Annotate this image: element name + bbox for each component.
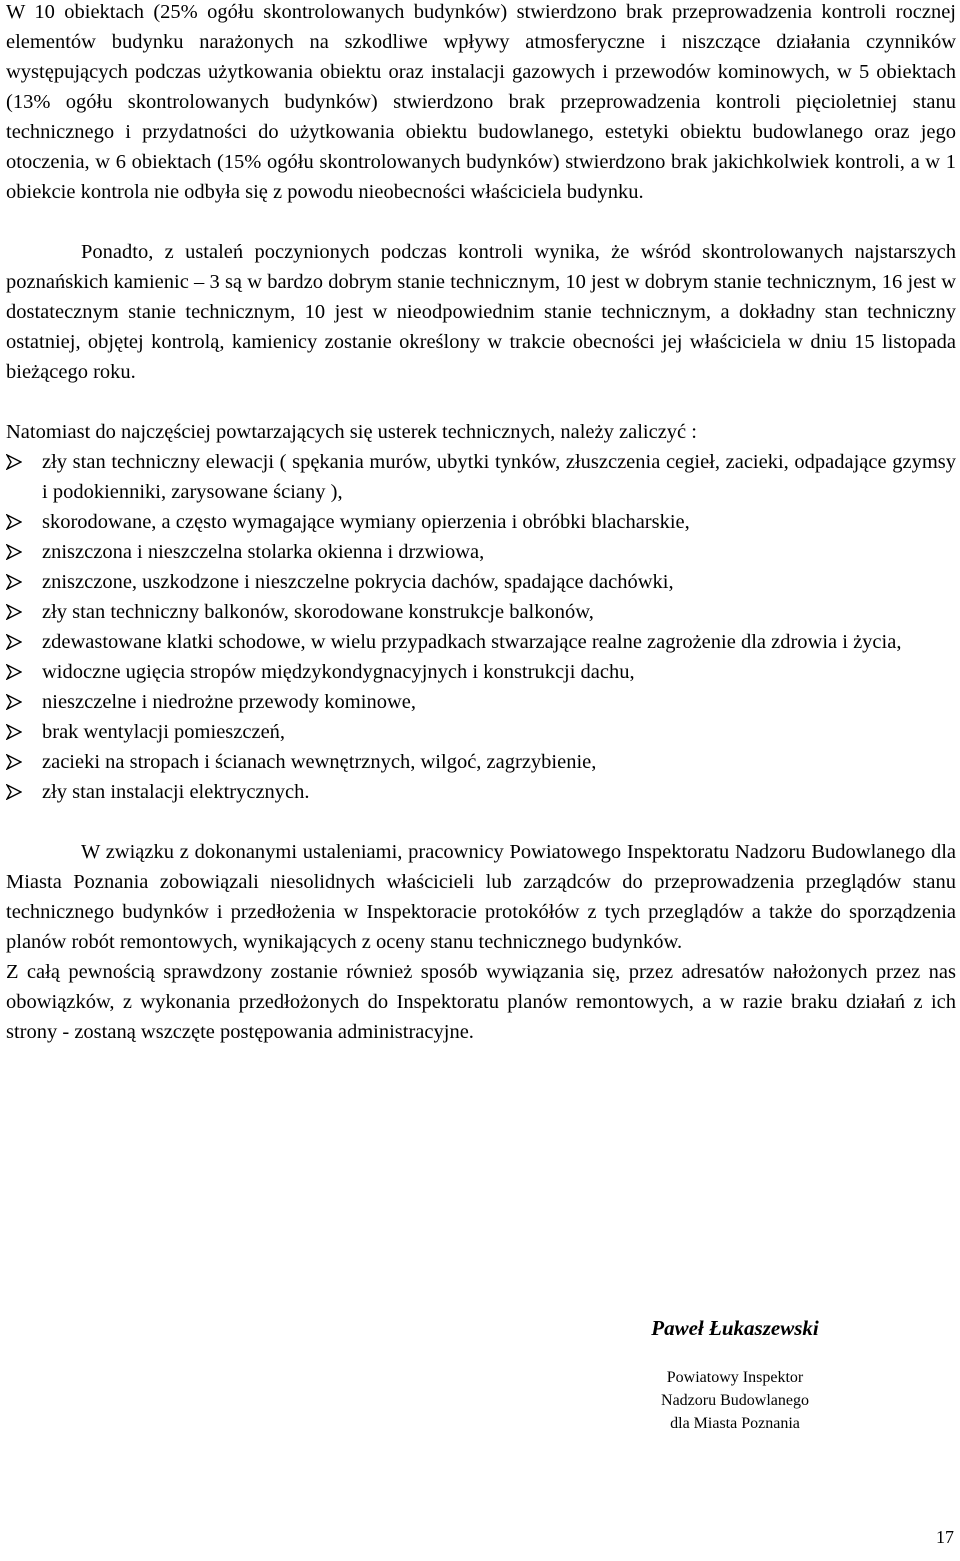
defect-list-item	[6, 567, 956, 597]
defect-text: skorodowane, a często wymagające wymiany opierzenia i obróbki blacharskie,	[42, 511, 690, 533]
defect-text: zły stan techniczny elewacji ( spękania murów, ubytki tynków, złuszczenia cegieł, zacieki, odpadające gzymsy i podokienniki, zarysowane ściany ),	[42, 451, 956, 503]
arrowhead-icon	[6, 514, 22, 530]
defect-text: zdewastowane klatki schodowe, w wielu przypadkach stwarzające realne zagrożenie dla zdrowia i życia,	[42, 631, 902, 653]
paragraph-inspection-results: W 10 obiektach (25% ogółu skontrolowanych budynków) stwierdzono brak przeprowadzenia kontroli rocznej elementów budynku narażonych na szkodliwe wpływy atmosferyczne i niszczące działania czynników występujących podczas użytkowania obiektu oraz instalacji gazowych i przewodów kominowych, w 5 obiektach (13% ogółu skontrolowanych budynków) stwierdzono brak przeprowadzenia kontroli pięcioletniej stanu technicznego i przydatności do użytkowania obiektu budowlanego, estetyki obiektu budowlanego oraz jego otoczenia, w 6 obiektach (15% ogółu skontrolowanych budynków) stwierdzono brak jakichkolwiek kontroli, a w 1 obiekcie kontrola nie odbyła się z powodu nieobecności właściciela budynku.	[6, 1, 956, 203]
defect-text: nieszczelne i niedrożne przewody kominowe,	[42, 691, 416, 713]
defect-text: widoczne ugięcia stropów międzykondygnacyjnych i konstrukcji dachu,	[42, 661, 635, 683]
arrowhead-icon	[6, 784, 22, 800]
defect-text: brak wentylacji pomieszczeń,	[42, 721, 286, 743]
arrowhead-icon	[6, 754, 22, 770]
arrowhead-icon	[6, 574, 22, 590]
arrowhead-icon	[6, 724, 22, 740]
page-number: 17	[936, 1527, 954, 1547]
signatory-title-line: dla Miasta Poznania	[670, 1415, 800, 1432]
defect-list-item	[6, 597, 956, 627]
signatory-title-line: Powiatowy Inspektor	[666, 1369, 804, 1386]
document-body	[6, 0, 956, 1047]
defect-list-item	[6, 507, 956, 537]
signatory-title-line: Nadzoru Budowlanego	[661, 1392, 809, 1409]
defect-list-item	[6, 687, 956, 717]
defect-list-item	[6, 537, 956, 567]
defect-text: zły stan instalacji elektrycznych.	[42, 781, 310, 803]
signatory-name: Paweł Łukaszewski	[651, 1316, 819, 1340]
arrowhead-icon	[6, 604, 22, 620]
paragraph-enforcement: Z całą pewnością sprawdzony zostanie również sposób wywiązania się, przez adresatów nałożonych przez nas obowiązków, z wykonania przedłożonych do Inspektoratu planów remontowych, a w razie braku działań z ich strony - zostaną wszczęte postępowania administracyjne.	[6, 961, 956, 1043]
defect-text: zniszczona i nieszczelna stolarka okienna i drzwiowa,	[42, 541, 485, 563]
arrowhead-icon	[6, 694, 22, 710]
defect-text: zacieki na stropach i ścianach wewnętrznych, wilgoć, zagrzybienie,	[42, 751, 597, 773]
defect-list-item	[6, 747, 956, 777]
paragraph-defects-intro: Natomiast do najczęściej powtarzających się usterek technicznych, należy zaliczyć :	[6, 421, 697, 443]
defect-list-item	[6, 717, 956, 747]
paragraph-tenement-condition: Ponadto, z ustaleń poczynionych podczas kontroli wynika, że wśród skontrolowanych najstarszych poznańskich kamienic – 3 są w bardzo dobrym stanie technicznym, 10 jest w dobrym stanie technicznym, 16 jest w dostatecznym stanie technicznym, 10 jest w nieodpowiednim stanie technicznym, a dokładny stan techniczny ostatniej, objętej kontrolą, kamienicy zostanie określony w trakcie obecności jej właściciela w dniu 15 listopada bieżącego roku.	[6, 241, 956, 383]
arrowhead-icon	[6, 544, 22, 560]
arrowhead-icon	[6, 664, 22, 680]
defect-text: zły stan techniczny balkonów, skorodowane konstrukcje balkonów,	[42, 601, 594, 623]
arrowhead-icon	[6, 454, 22, 470]
signature-block	[600, 1313, 870, 1435]
defect-list-item	[6, 777, 956, 807]
paragraph-obligations: W związku z dokonanymi ustaleniami, pracownicy Powiatowego Inspektoratu Nadzoru Budowlanego dla Miasta Poznania zobowiązali niesolidnych właścicieli lub zarządców do przeprowadzenia przeglądów stanu technicznego budynków i przedłożenia w Inspektoracie protokółów z tych przeglądów a także do sporządzenia planów robót remontowych, wynikających z oceny stanu technicznego budynków.	[6, 841, 956, 953]
arrowhead-icon	[6, 634, 22, 650]
defect-text: zniszczone, uszkodzone i nieszczelne pokrycia dachów, spadające dachówki,	[42, 571, 674, 593]
signatory-title	[600, 1366, 870, 1435]
defects-list	[6, 447, 956, 807]
defect-list-item	[6, 447, 956, 507]
defect-list-item	[6, 627, 956, 657]
defect-list-item	[6, 657, 956, 687]
